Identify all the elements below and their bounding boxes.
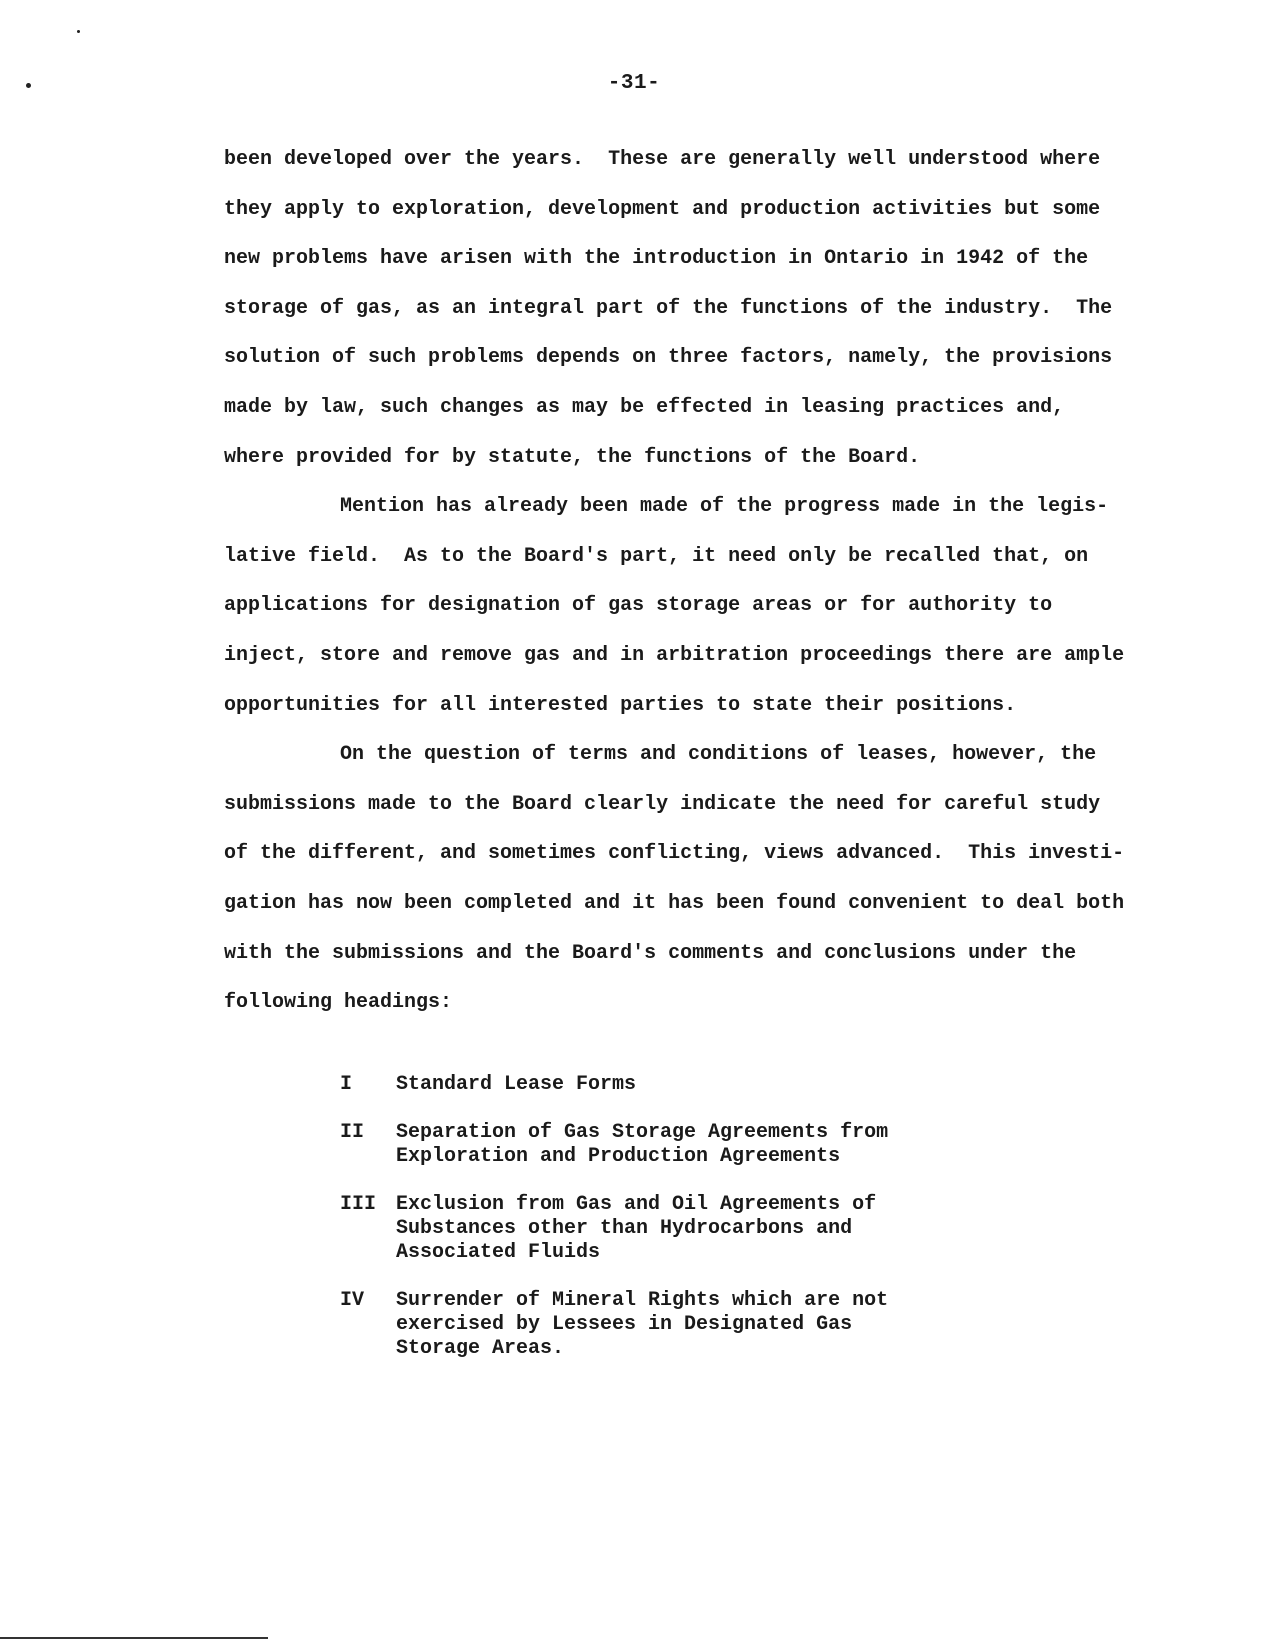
heading-line: Standard Lease Forms — [396, 1073, 637, 1096]
text-line: solution of such problems depends on three factors, namely, the provisions — [224, 346, 1113, 370]
heading-item — [340, 1289, 960, 1361]
text-line: of the different, and sometimes conflicting, views advanced. This investi- — [224, 842, 1125, 866]
heading-title — [396, 1121, 960, 1169]
heading-line: Exploration and Production Agreements — [396, 1145, 841, 1168]
heading-line: Separation of Gas Storage Agreements from — [396, 1121, 889, 1144]
heading-title — [396, 1193, 960, 1265]
body-text — [224, 142, 1144, 1035]
text-line: inject, store and remove gas and in arbitration proceedings there are ample — [224, 643, 1125, 667]
text-line: gation has now been completed and it has been found convenient to deal both — [224, 891, 1125, 915]
heading-numeral: III — [340, 1193, 377, 1216]
text-line: new problems have arisen with the introduction in Ontario in 1942 of the — [224, 247, 1089, 271]
text-line: made by law, such changes as may be effected in leasing practices and, — [224, 395, 1065, 419]
heading-numeral: II — [340, 1121, 365, 1144]
heading-item — [340, 1121, 960, 1169]
text-line: On the question of terms and conditions of leases, however, the — [340, 743, 1097, 767]
heading-title — [396, 1073, 960, 1097]
text-line: Mention has already been made of the progress made in the legis- — [340, 495, 1109, 519]
text-line: they apply to exploration, development and production activities but some — [224, 197, 1101, 221]
text-line: following headings: — [224, 991, 453, 1015]
heading-item — [340, 1193, 960, 1265]
heading-line: Surrender of Mineral Rights which are not — [396, 1289, 889, 1312]
heading-line: Exclusion from Gas and Oil Agreements of — [396, 1193, 877, 1216]
headings-list — [340, 1073, 960, 1385]
footer-rule — [0, 1637, 268, 1639]
heading-numeral: IV — [340, 1289, 365, 1312]
scan-speck — [77, 30, 80, 33]
heading-item — [340, 1073, 960, 1097]
heading-line: Substances other than Hydrocarbons and — [396, 1217, 853, 1240]
text-line: where provided for by statute, the functions of the Board. — [224, 445, 921, 469]
text-line: storage of gas, as an integral part of the functions of the industry. The — [224, 296, 1113, 320]
heading-numeral: I — [340, 1073, 353, 1096]
text-line: lative field. As to the Board's part, it need only be recalled that, on — [224, 544, 1089, 568]
heading-line: exercised by Lessees in Designated Gas — [396, 1313, 853, 1336]
text-line: submissions made to the Board clearly indicate the need for careful study — [224, 792, 1101, 816]
heading-title — [396, 1289, 960, 1361]
text-line: with the submissions and the Board's comments and conclusions under the — [224, 941, 1077, 965]
heading-line: Storage Areas. — [396, 1337, 565, 1360]
heading-line: Associated Fluids — [396, 1241, 601, 1264]
text-line: applications for designation of gas storage areas or for authority to — [224, 594, 1053, 618]
page-number: -31- — [607, 72, 661, 95]
text-line: been developed over the years. These are generally well understood where — [224, 148, 1101, 171]
text-line: opportunities for all interested parties to state their positions. — [224, 693, 1017, 717]
